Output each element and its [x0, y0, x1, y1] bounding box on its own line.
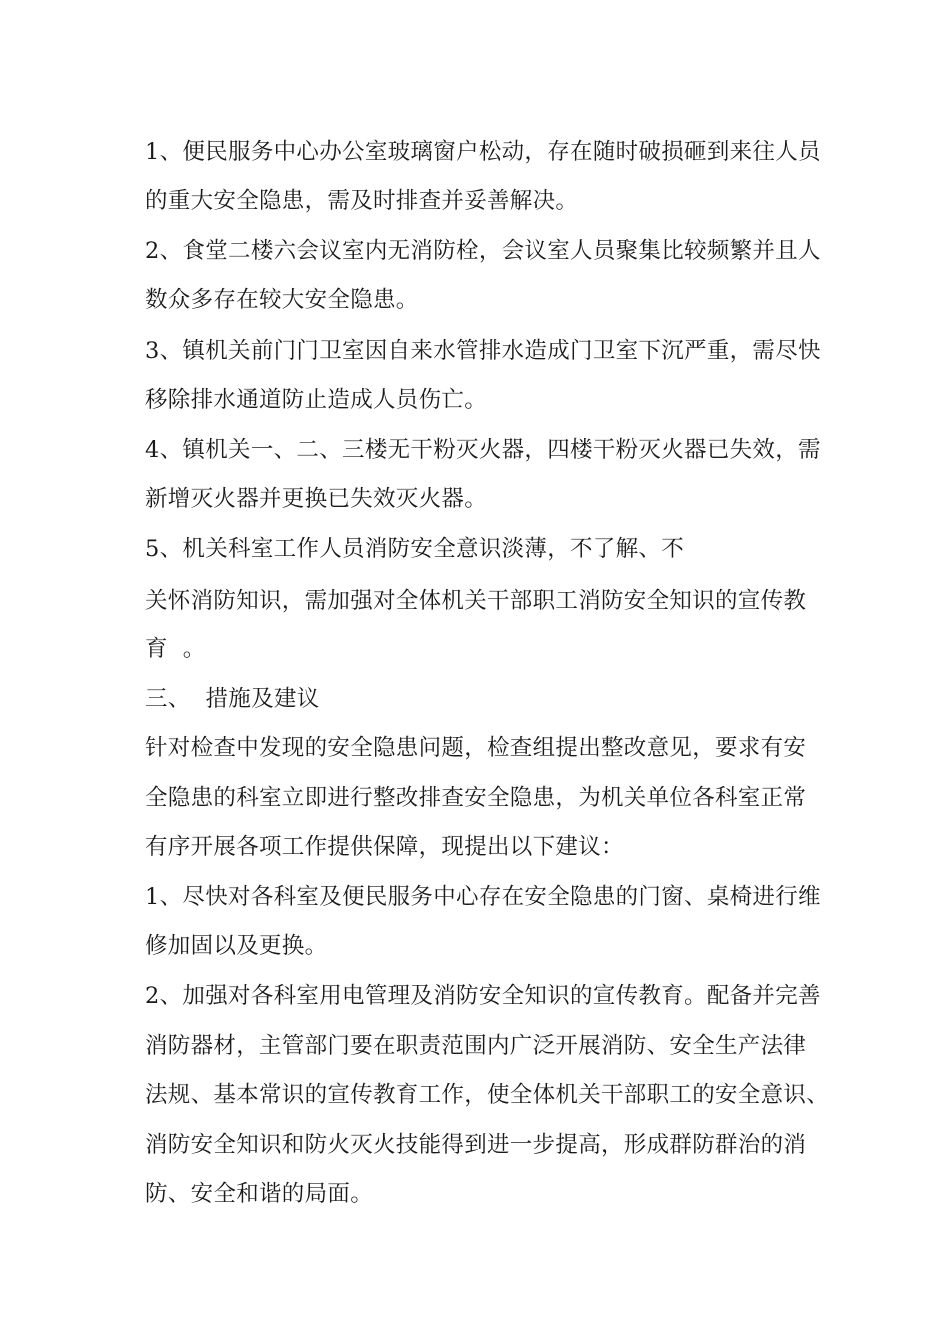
text-line: 新增灭火器并更换已失效灭火器。 — [145, 486, 488, 512]
text-line: 3、镇机关前门门卫室因自来水管排水造成门卫室下沉严重，需尽快 — [145, 338, 821, 364]
text-line: 全隐患的科室立即进行整改排查安全隐患，为机关单位各科室正常 — [145, 785, 807, 811]
text-line: 数众多存在较大安全隐患。 — [145, 287, 419, 313]
text-line: 的重大安全隐患，需及时排查并妥善解决。 — [145, 188, 579, 214]
text-line: 修加固以及更换。 — [145, 933, 328, 959]
text-line: 防、安全和谐的局面。 — [145, 1181, 374, 1207]
text-line: 育 。 — [145, 636, 206, 662]
text-line: 4、镇机关一、二、三楼无干粉灭火器，四楼干粉灭火器已失效，需 — [145, 437, 821, 463]
section-heading: 三、 措施及建议 — [145, 686, 320, 712]
text-line: 有序开展各项工作提供保障，现提出以下建议： — [145, 834, 624, 860]
text-line: 2、食堂二楼六会议室内无消防栓，会议室人员聚集比较频繁并且人 — [145, 238, 821, 264]
text-line: 消防安全知识和防火灭火技能得到进一步提高，形成群防群治的消 — [145, 1132, 807, 1158]
text-line: 法规、基本常识的宣传教育工作，使全体机关干部职工的安全意识、 — [145, 1082, 830, 1108]
text-line: 1、尽快对各科室及便民服务中心存在安全隐患的门窗、桌椅进行维 — [145, 884, 821, 910]
text-line: 2、加强对各科室用电管理及消防安全知识的宣传教育。配备并完善 — [145, 983, 821, 1009]
text-line: 消防器材，主管部门要在职责范围内广泛开展消防、安全生产法律 — [145, 1033, 807, 1059]
text-line: 1、便民服务中心办公室玻璃窗户松动，存在随时破损砸到来往人员 — [145, 139, 821, 165]
text-line: 关怀消防知识，需加强对全体机关干部职工消防安全知识的宣传教 — [145, 588, 807, 614]
text-line: 移除排水通道防止造成人员伤亡。 — [145, 387, 488, 413]
text-line: 5、机关科室工作人员消防安全意识淡薄，不了解、不 — [145, 536, 685, 562]
text-line: 针对检查中发现的安全隐患问题，检查组提出整改意见，要求有安 — [145, 735, 807, 761]
